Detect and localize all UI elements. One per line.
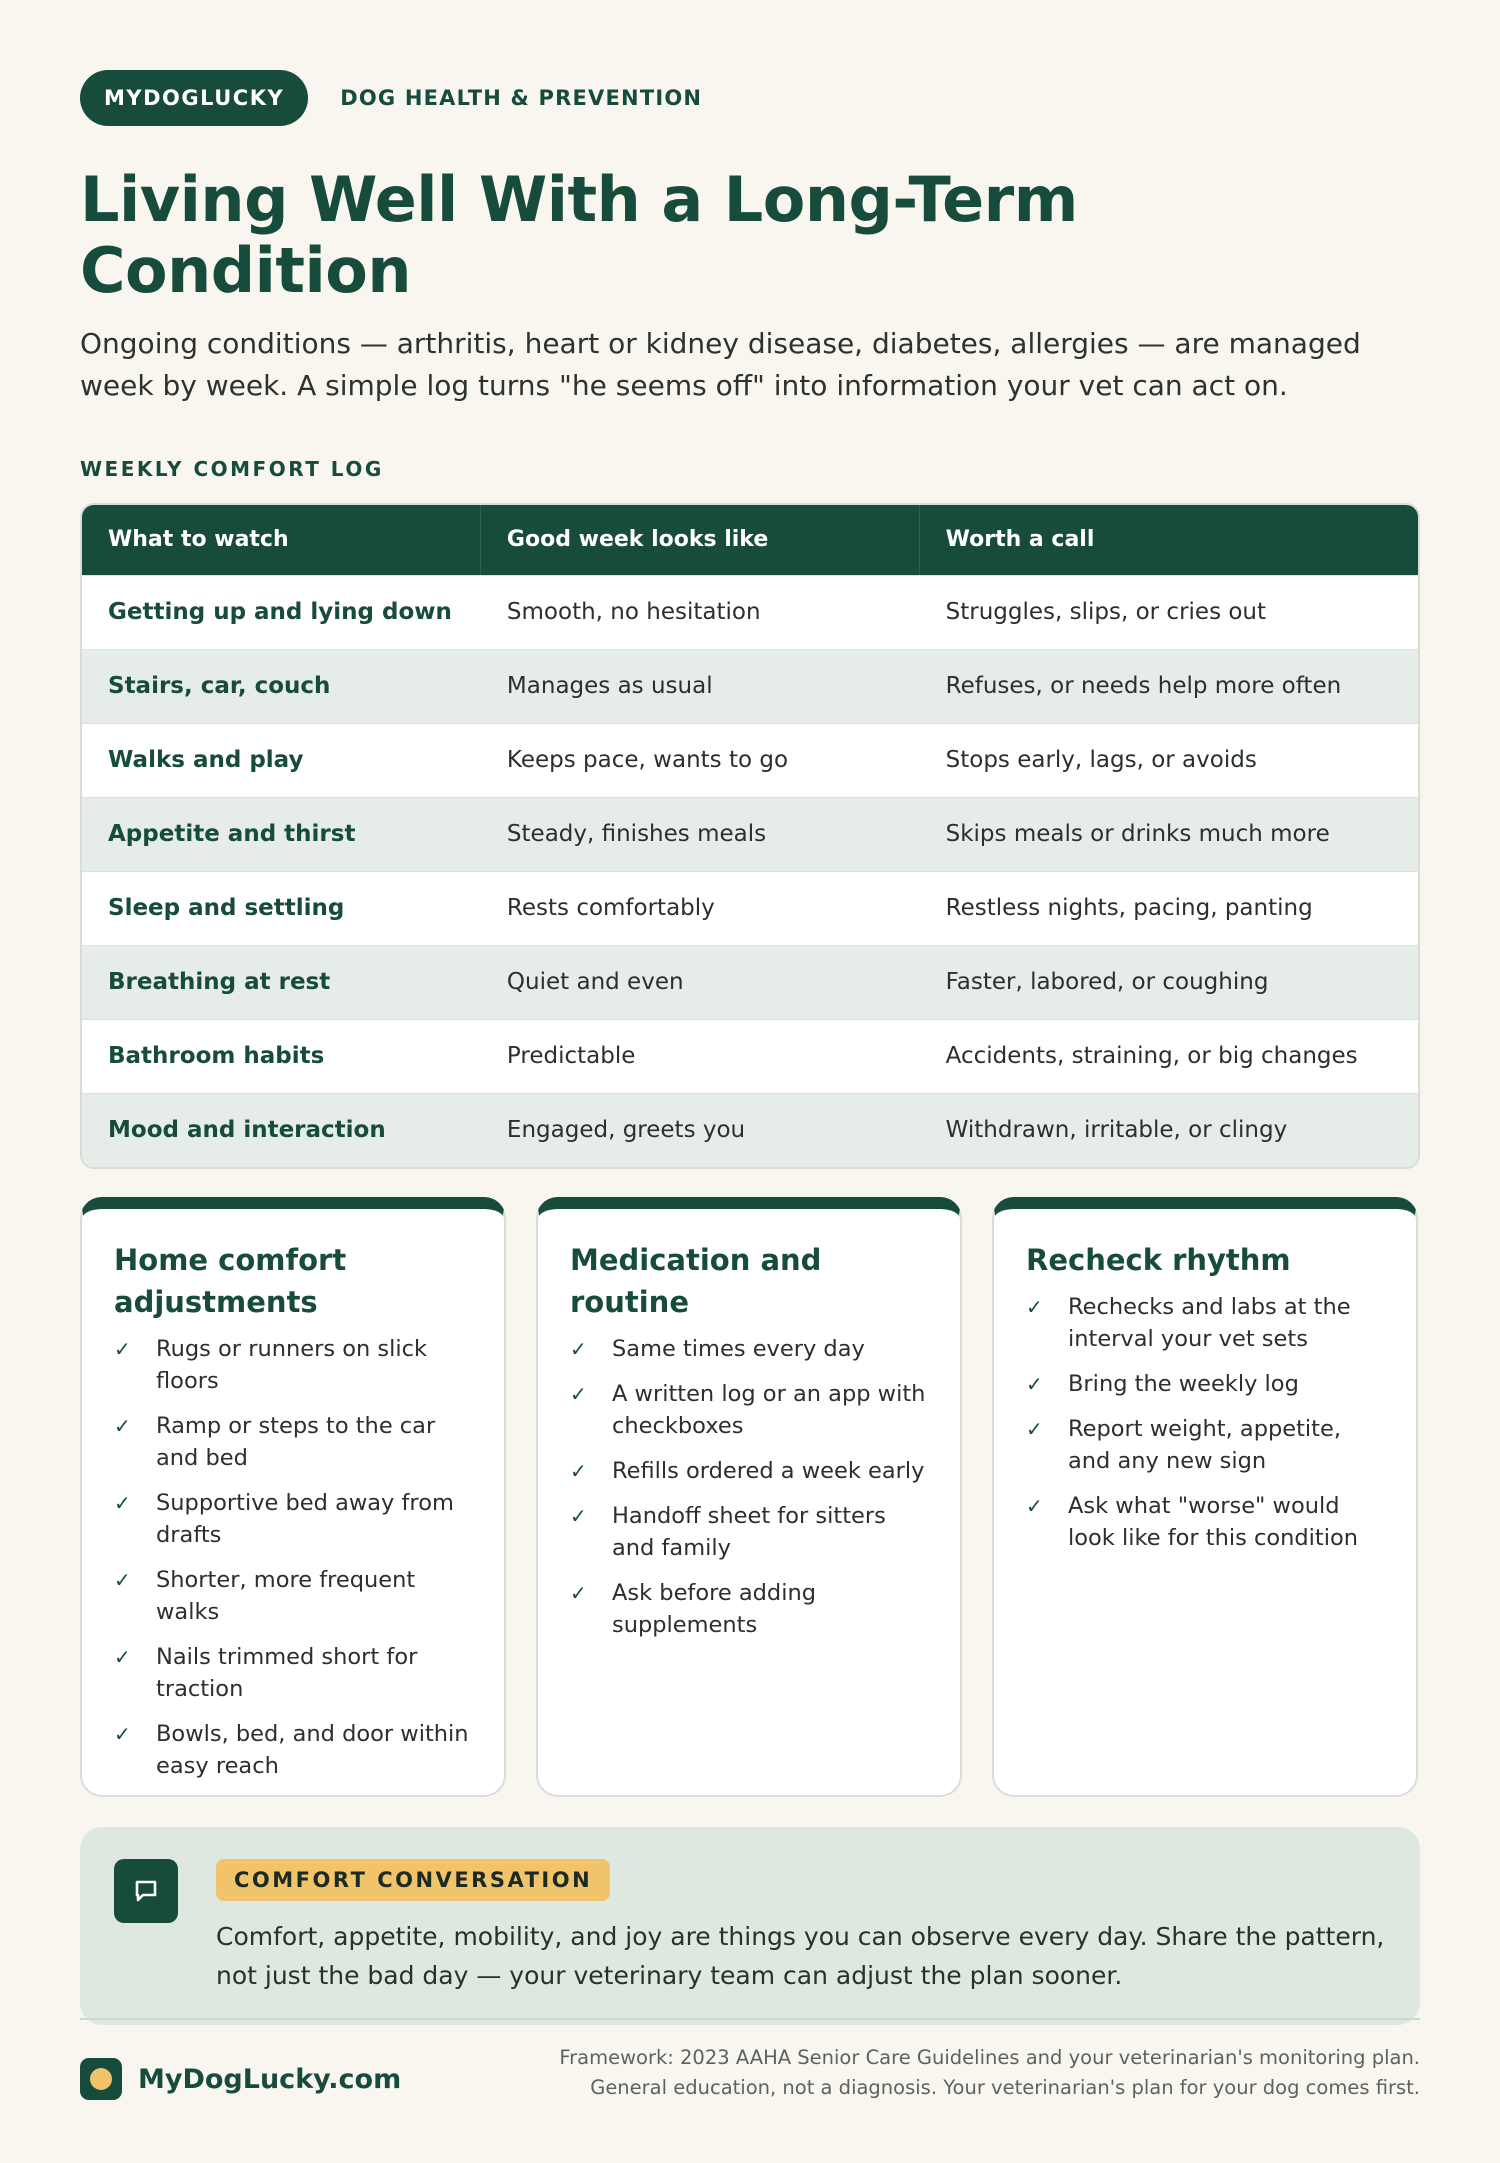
checklist [114, 1333, 474, 1782]
footer-divider [80, 2018, 1420, 2020]
list-item [570, 1333, 930, 1365]
list-item [114, 1718, 474, 1782]
table-cell: Quiet and even [481, 945, 920, 1019]
table-cell: Stairs, car, couch [82, 649, 481, 723]
list-item [570, 1577, 930, 1641]
table-cell: Appetite and thirst [82, 797, 481, 871]
list-item-text: Nails trimmed short for traction [156, 1643, 418, 1702]
check-icon: ✓ [114, 1413, 131, 1438]
list-item [114, 1410, 474, 1474]
list-item-text: Same times every day [612, 1335, 865, 1362]
table-cell: Sleep and settling [82, 871, 481, 945]
table-cell: Engaged, greets you [481, 1093, 920, 1167]
card-title: Recheck rhythm [1026, 1242, 1291, 1277]
card-medication-routine [536, 1197, 962, 1797]
column-header: Good week looks like [481, 505, 920, 575]
table-cell: Predictable [481, 1019, 920, 1093]
list-item [1026, 1490, 1386, 1554]
table-cell: Restless nights, pacing, panting [920, 871, 1418, 945]
card-title: Home comfort adjustments [114, 1242, 347, 1319]
check-icon: ✓ [114, 1567, 131, 1592]
table-cell: Bathroom habits [82, 1019, 481, 1093]
list-item [114, 1564, 474, 1628]
comfort-callout [80, 1827, 1420, 2025]
check-icon: ✓ [114, 1490, 131, 1515]
logo-dot-icon [80, 2058, 122, 2100]
list-item [1026, 1291, 1386, 1355]
table-cell: Skips meals or drinks much more [920, 797, 1418, 871]
card-home-comfort [80, 1197, 506, 1797]
table-row [82, 723, 1418, 797]
log-section-label: WEEKLY COMFORT LOG [80, 456, 384, 481]
callout-tag: COMFORT CONVERSATION [216, 1859, 610, 1901]
table-cell: Faster, labored, or coughing [920, 945, 1418, 1019]
table-row [82, 1093, 1418, 1167]
table-cell: Walks and play [82, 723, 481, 797]
chat-bubble-icon [114, 1859, 178, 1923]
table-cell: Accidents, straining, or big changes [920, 1019, 1418, 1093]
check-icon: ✓ [570, 1503, 587, 1528]
checklist [570, 1333, 930, 1641]
brand-badge[interactable]: MYDOGLUCKY [80, 70, 308, 126]
card-title: Medication and routine [570, 1242, 822, 1319]
chat-bubble-icon-shape [131, 1876, 161, 1906]
comfort-log-table [80, 503, 1420, 1169]
table-cell: Rests comfortably [481, 871, 920, 945]
list-item-text: Ramp or steps to the car and bed [156, 1412, 436, 1471]
table-cell: Struggles, slips, or cries out [920, 575, 1418, 649]
table-header-row [82, 505, 1418, 575]
table-cell: Getting up and lying down [82, 575, 481, 649]
check-icon: ✓ [570, 1381, 587, 1406]
list-item [1026, 1413, 1386, 1477]
table-cell: Keeps pace, wants to go [481, 723, 920, 797]
check-icon: ✓ [114, 1336, 131, 1361]
intro-text: Ongoing conditions — arthritis, heart or kidney disease, diabetes, allergies — are managed week by week. A simple log turns "he seems off" into information your vet can act on. [80, 326, 1361, 402]
list-item [114, 1487, 474, 1551]
footer-note-framework: Framework: 2023 AAHA Senior Care Guidelines and your veterinarian's monitoring plan. [559, 2046, 1420, 2069]
list-item-text: Ask before adding supplements [612, 1579, 817, 1638]
check-icon: ✓ [1026, 1371, 1043, 1396]
header-bar [80, 70, 1420, 126]
check-icon: ✓ [1026, 1294, 1043, 1319]
table-cell: Stops early, lags, or avoids [920, 723, 1418, 797]
category-label: DOG HEALTH & PREVENTION [340, 86, 703, 110]
table-cell: Withdrawn, irritable, or clingy [920, 1093, 1418, 1167]
list-item-text: Rechecks and labs at the interval your vet sets [1068, 1293, 1351, 1352]
table-row [82, 575, 1418, 649]
list-item-text: Rugs or runners on slick floors [156, 1335, 428, 1394]
list-item-text: Bowls, bed, and door within easy reach [156, 1720, 469, 1779]
check-icon: ✓ [114, 1721, 131, 1746]
check-icon: ✓ [1026, 1493, 1043, 1518]
table-cell: Manages as usual [481, 649, 920, 723]
footer-note-disclaimer: General education, not a diagnosis. Your veterinarian's plan for your dog comes first. [590, 2076, 1420, 2099]
list-item [1026, 1368, 1386, 1400]
callout-body [216, 1859, 1386, 1993]
list-item-text: Handoff sheet for sitters and family [612, 1502, 886, 1561]
list-item-text: Refills ordered a week early [612, 1457, 925, 1484]
table-row [82, 871, 1418, 945]
check-icon: ✓ [114, 1644, 131, 1669]
list-item-text: A written log or an app with checkboxes [612, 1380, 926, 1439]
check-icon: ✓ [1026, 1416, 1043, 1441]
list-item-text: Supportive bed away from drafts [156, 1489, 454, 1548]
page-title: Living Well With a Long-Term Condition [80, 163, 1078, 308]
check-icon: ✓ [570, 1336, 587, 1361]
footer-brand[interactable] [80, 2058, 401, 2100]
table-cell: Smooth, no hesitation [481, 575, 920, 649]
table-cell: Mood and interaction [82, 1093, 481, 1167]
logo-dot [90, 2068, 112, 2090]
card-recheck-rhythm [992, 1197, 1418, 1797]
list-item [114, 1641, 474, 1705]
table-cell: Breathing at rest [82, 945, 481, 1019]
checklist [1026, 1291, 1386, 1554]
list-item [570, 1500, 930, 1564]
table-row [82, 649, 1418, 723]
table-cell: Refuses, or needs help more often [920, 649, 1418, 723]
column-header: What to watch [82, 505, 481, 575]
table-cell: Steady, finishes meals [481, 797, 920, 871]
callout-text: Comfort, appetite, mobility, and joy are things you can observe every day. Share the pattern, not just the bad day — your veterinary team can adjust the plan sooner. [216, 1921, 1385, 1990]
list-item-text: Bring the weekly log [1068, 1370, 1299, 1397]
column-header: Worth a call [920, 505, 1418, 575]
list-item [570, 1378, 930, 1442]
table-row [82, 1019, 1418, 1093]
check-icon: ✓ [570, 1580, 587, 1605]
table-row [82, 945, 1418, 1019]
list-item [570, 1455, 930, 1487]
list-item-text: Report weight, appetite, and any new sign [1068, 1415, 1341, 1474]
footer-site-link[interactable]: MyDogLucky.com [138, 2063, 402, 2095]
tip-cards [80, 1197, 1420, 1797]
list-item-text: Shorter, more frequent walks [156, 1566, 416, 1625]
list-item [114, 1333, 474, 1397]
list-item-text: Ask what "worse" would look like for this condition [1068, 1492, 1359, 1551]
table-row [82, 797, 1418, 871]
check-icon: ✓ [570, 1458, 587, 1483]
page [80, 70, 1420, 2025]
footer-notes [559, 2043, 1420, 2103]
